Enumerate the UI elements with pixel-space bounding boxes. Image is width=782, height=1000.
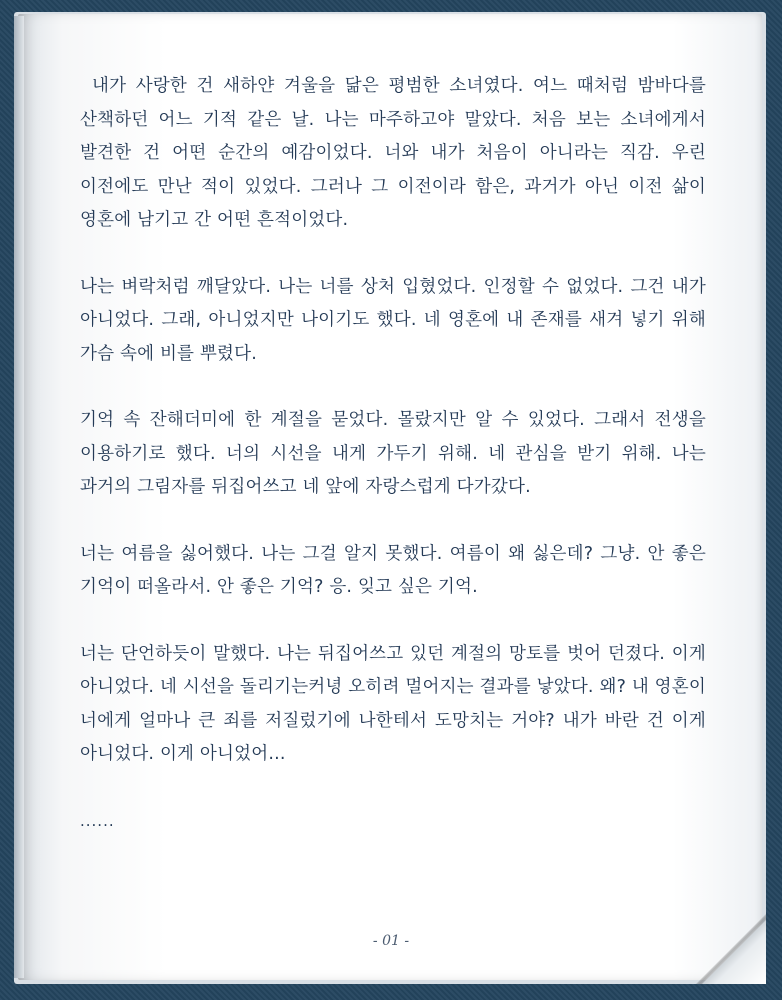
paragraph-5: 너는 단언하듯이 말했다. 나는 뒤집어쓰고 있던 계절의 망토를 벗어 던졌다. 이게 아니었다. 네 시선을 돌리기는커녕 오히려 멀어지는 결과를 낳았다. 왜? 내 영혼이 너에게 얼마나 큰 죄를 저질렀기에 나한테서 도망치는 거야? 내가 바란 건 이게 아니었다. 이게 아니었어...	[80, 643, 706, 764]
paragraph-4: 너는 여름을 싫어했다. 나는 그걸 알지 못했다. 여름이 왜 싫은데? 그냥. 안 좋은 기억이 떠올라서. 안 좋은 기억? 응. 잊고 싶은 기억.	[80, 543, 706, 597]
story-text	[80, 70, 706, 871]
ellipsis-mark: ......	[80, 811, 115, 830]
paragraph-2: 나는 벼락처럼 깨달았다. 나는 너를 상처 입혔었다. 인정할 수 없었다. 그건 내가 아니었다. 그래, 아니었지만 나이기도 했다. 네 영혼에 내 존재를 새겨 넣기 위해 가슴 속에 비를 뿌렸다.	[80, 276, 706, 364]
paragraph-1: 내가 사랑한 건 새하얀 겨울을 닮은 평범한 소녀였다. 여느 때처럼 밤바다를 산책하던 어느 기적 같은 날. 나는 마주하고야 말았다. 처음 보는 소녀에게서 발견한 건 어떤 순간의 예감이었다. 너와 내가 처음이 아니라는 직감. 우린 이전에도 만난 적이 있었다. 그러나 그 이전이라 함은, 과거가 아닌 이전 삶이 영혼에 남기고 간 어떤 흔적이었다.	[80, 76, 706, 230]
paragraph-3: 기억 속 잔해더미에 한 계절을 묻었다. 몰랐지만 알 수 있었다. 그래서 전생을 이용하기로 했다. 너의 시선을 내게 가두기 위해. 네 관심을 받기 위해. 나는 과거의 그림자를 뒤집어쓰고 네 앞에 자랑스럽게 다가갔다.	[80, 410, 706, 497]
page-number: - 01 -	[372, 933, 410, 949]
page-spine-edge	[14, 16, 24, 978]
